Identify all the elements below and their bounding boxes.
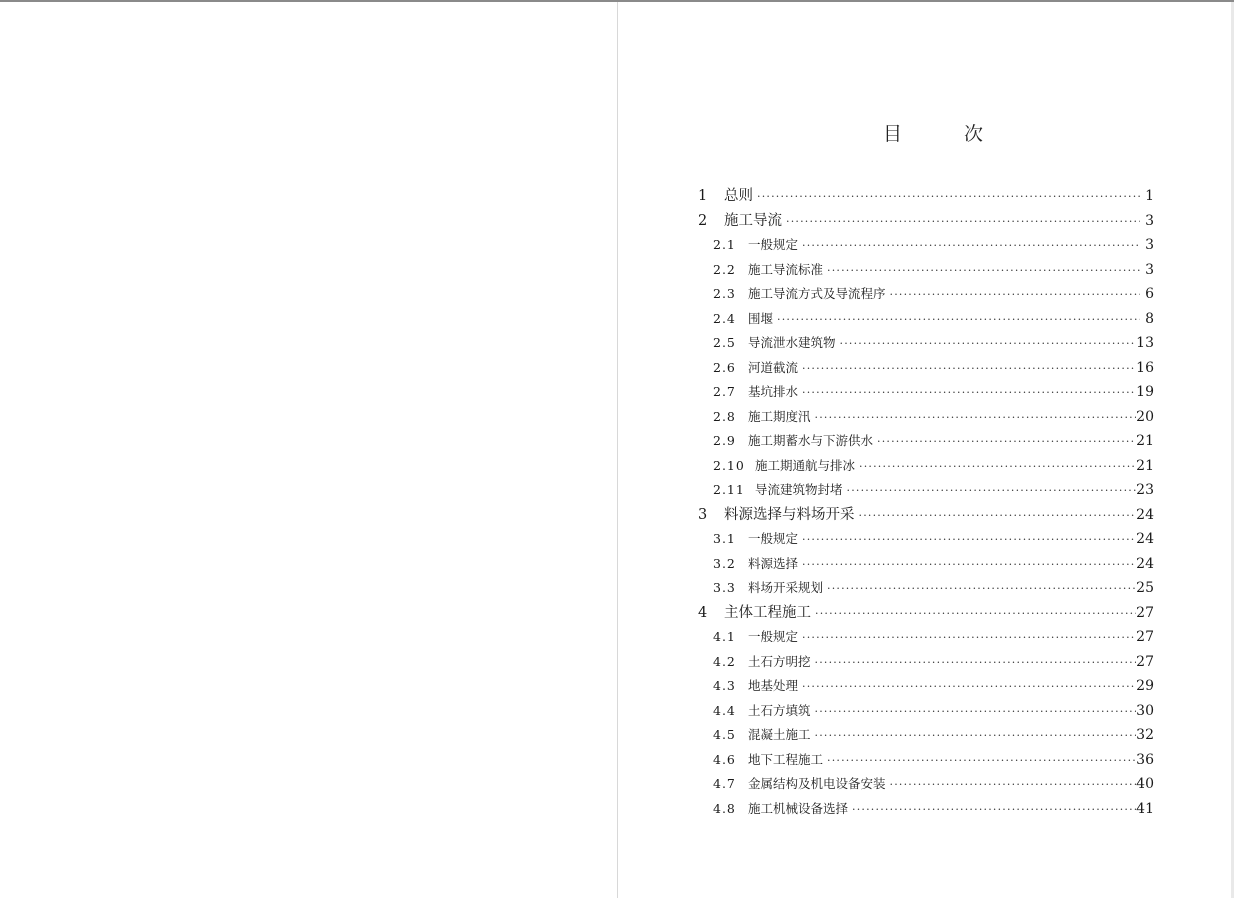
- toc-entry-number: 3.2: [713, 555, 736, 571]
- toc-entry-page-number: 24: [1136, 555, 1154, 572]
- toc-dot-leader: [847, 479, 1137, 504]
- toc-entry-title: 施工导流标准: [748, 261, 824, 277]
- toc-entry-number: 2.8: [713, 408, 736, 424]
- toc-entry-page-number: 3: [1145, 237, 1154, 253]
- toc-entry[interactable]: [698, 454, 1154, 479]
- toc-entry-page-number: 1: [1145, 188, 1154, 204]
- toc-entry[interactable]: [698, 282, 1154, 307]
- toc-entry-title: 一般规定: [748, 629, 799, 644]
- toc-entry-title: 施工期通航与排冰: [755, 457, 856, 473]
- toc-entry-number: 2.6: [713, 359, 736, 375]
- toc-dot-leader: [877, 430, 1136, 455]
- toc-dot-leader: [815, 724, 1137, 749]
- toc-entry-number: 2.4: [713, 310, 736, 326]
- toc-dot-leader: [815, 651, 1137, 676]
- toc-entry-number: 4.4: [713, 702, 736, 718]
- toc-entry[interactable]: [698, 625, 1154, 650]
- toc-entry-title: 施工机械设备选择: [748, 800, 849, 816]
- toc-entry[interactable]: [698, 233, 1154, 258]
- toc-entry-title: 地下工程施工: [748, 751, 824, 767]
- toc-entry-number: 3.3: [713, 580, 736, 595]
- toc-entry[interactable]: [698, 772, 1154, 797]
- toc-dot-leader: [890, 283, 1140, 308]
- toc-entry-page-number: 19: [1136, 384, 1154, 400]
- toc-dot-leader: [852, 798, 1136, 823]
- toc-title-char: 目: [883, 123, 903, 145]
- toc-dot-leader: [802, 234, 1140, 259]
- toc-entry-page-number: 13: [1136, 335, 1154, 351]
- toc-entry[interactable]: [698, 478, 1154, 503]
- toc-dot-leader: [815, 602, 1136, 627]
- toc-list: [698, 184, 1154, 821]
- toc-entry-page-number: 8: [1145, 310, 1154, 327]
- toc-entry-title: 河道截流: [748, 359, 799, 375]
- toc-dot-leader: [827, 577, 1136, 602]
- toc-entry-page-number: 3: [1145, 261, 1154, 278]
- toc-entry-number: 4.3: [713, 678, 736, 693]
- toc-entry-title: 土石方明挖: [748, 653, 811, 669]
- toc-entry[interactable]: [698, 503, 1154, 528]
- toc-dot-leader: [840, 332, 1137, 357]
- toc-title: [883, 121, 983, 147]
- toc-title-char: 次: [963, 123, 983, 145]
- toc-entry-number: 2.2: [713, 261, 736, 277]
- toc-entry[interactable]: [698, 699, 1154, 724]
- toc-entry-title: 施工导流: [724, 212, 782, 229]
- toc-entry-number: 3.1: [713, 531, 736, 546]
- toc-entry-title: 总则: [724, 188, 753, 204]
- toc-entry-number: 2: [698, 212, 709, 229]
- toc-entry-title: 混凝土施工: [748, 727, 811, 742]
- toc-entry-title: 土石方填筑: [748, 702, 811, 718]
- toc-entry-title: 一般规定: [748, 531, 799, 546]
- toc-entry[interactable]: [698, 356, 1154, 381]
- toc-dot-leader: [802, 626, 1136, 651]
- toc-entry-number: 4.2: [713, 653, 736, 669]
- toc-entry-number: 2.5: [713, 335, 736, 350]
- toc-entry-page-number: 24: [1136, 531, 1154, 547]
- toc-entry[interactable]: [698, 601, 1154, 626]
- toc-dot-leader: [802, 675, 1136, 700]
- toc-entry-page-number: 21: [1136, 433, 1154, 449]
- toc-entry-page-number: 23: [1136, 482, 1154, 498]
- toc-entry-title: 基坑排水: [748, 384, 799, 399]
- toc-entry-number: 4.6: [713, 751, 736, 767]
- toc-entry-title: 地基处理: [748, 678, 799, 693]
- toc-entry-title: 施工期度汛: [748, 408, 811, 424]
- toc-entry-page-number: 27: [1136, 604, 1154, 621]
- toc-entry-number: 4.8: [713, 800, 736, 816]
- toc-dot-leader: [786, 210, 1140, 235]
- toc-entry-page-number: 3: [1145, 212, 1154, 229]
- toc-dot-leader: [802, 528, 1136, 553]
- toc-entry-title: 一般规定: [748, 237, 799, 252]
- toc-entry-number: 2.3: [713, 286, 736, 301]
- toc-entry-number: 4.5: [713, 727, 736, 742]
- toc-entry-page-number: 16: [1136, 359, 1154, 376]
- toc-entry-title: 料源选择: [748, 555, 799, 571]
- toc-entry-number: 4.1: [713, 629, 736, 644]
- toc-entry[interactable]: [698, 650, 1154, 675]
- toc-entry-number: 4.7: [713, 776, 736, 791]
- toc-dot-leader: [859, 504, 1137, 529]
- toc-entry[interactable]: [698, 307, 1154, 332]
- toc-entry-page-number: 25: [1136, 580, 1154, 596]
- toc-entry-page-number: 24: [1136, 506, 1154, 523]
- toc-dot-leader: [777, 308, 1140, 333]
- left-page-blank: [0, 2, 617, 898]
- toc-entry-title: 围堰: [748, 310, 774, 326]
- toc-entry-title: 施工导流方式及导流程序: [748, 286, 886, 301]
- toc-entry[interactable]: [698, 527, 1154, 552]
- toc-entry-title: 施工期蓄水与下游供水: [748, 433, 874, 448]
- toc-entry-title: 导流泄水建筑物: [748, 335, 836, 350]
- toc-entry-title: 主体工程施工: [724, 604, 811, 621]
- toc-dot-leader: [815, 700, 1137, 725]
- right-page-toc: [618, 2, 1230, 898]
- toc-entry[interactable]: [698, 723, 1154, 748]
- toc-entry[interactable]: [698, 429, 1154, 454]
- toc-entry-number: 2.11: [713, 482, 745, 497]
- toc-entry-number: 2.1: [713, 237, 736, 252]
- toc-entry-page-number: 29: [1136, 678, 1154, 694]
- toc-entry-title: 料场开采规划: [748, 580, 824, 595]
- toc-entry-page-number: 27: [1136, 653, 1154, 670]
- toc-entry-page-number: 32: [1136, 727, 1154, 743]
- toc-dot-leader: [815, 406, 1137, 431]
- toc-entry[interactable]: [698, 331, 1154, 356]
- toc-entry-page-number: 40: [1136, 776, 1154, 792]
- toc-entry-page-number: 27: [1136, 629, 1154, 645]
- toc-entry-page-number: 30: [1136, 702, 1154, 719]
- toc-entry-number: 2.9: [713, 433, 736, 448]
- toc-entry-number: 2.7: [713, 384, 736, 399]
- toc-entry-page-number: 21: [1136, 457, 1154, 474]
- toc-dot-leader: [890, 773, 1137, 798]
- toc-dot-leader: [827, 259, 1140, 284]
- toc-entry[interactable]: [698, 552, 1154, 577]
- toc-entry-page-number: 20: [1136, 408, 1154, 425]
- toc-entry[interactable]: [698, 380, 1154, 405]
- toc-entry-page-number: 6: [1145, 286, 1154, 302]
- toc-entry-number: 1: [698, 188, 709, 204]
- toc-entry[interactable]: [698, 576, 1154, 601]
- toc-dot-leader: [802, 357, 1136, 382]
- toc-dot-leader: [757, 185, 1140, 210]
- toc-dot-leader: [827, 749, 1136, 774]
- toc-entry-page-number: 36: [1136, 751, 1154, 768]
- toc-entry-title: 金属结构及机电设备安装: [748, 776, 886, 791]
- toc-entry[interactable]: [698, 674, 1154, 699]
- toc-entry-number: 4: [698, 604, 709, 621]
- toc-entry-number: 2.10: [713, 457, 745, 473]
- toc-entry-title: 料源选择与料场开采: [724, 506, 855, 523]
- toc-entry[interactable]: [698, 748, 1154, 773]
- toc-entry[interactable]: [698, 209, 1154, 234]
- toc-entry-page-number: 41: [1136, 800, 1154, 817]
- toc-entry-number: 3: [698, 506, 709, 523]
- toc-entry[interactable]: [698, 184, 1154, 209]
- toc-dot-leader: [802, 381, 1136, 406]
- toc-dot-leader: [859, 455, 1136, 480]
- toc-entry[interactable]: [698, 258, 1154, 283]
- toc-entry-title: 导流建筑物封堵: [755, 482, 843, 497]
- toc-dot-leader: [802, 553, 1136, 578]
- toc-entry[interactable]: [698, 797, 1154, 822]
- toc-entry[interactable]: [698, 405, 1154, 430]
